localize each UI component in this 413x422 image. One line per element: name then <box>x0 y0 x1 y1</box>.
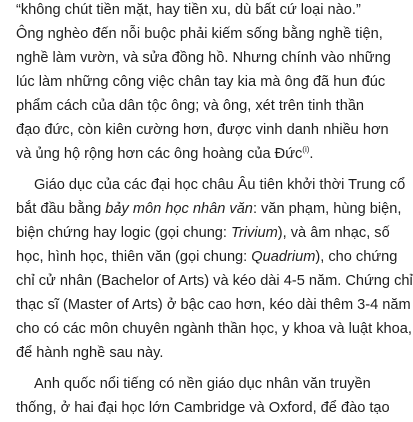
paragraph-2 <box>16 173 413 365</box>
text-line: “không chút tiền mặt, hay tiền xu, dù bất cứ loại nào.” <box>16 2 361 18</box>
text-line: học, hình học, thiên văn (gọi chung: Quadrium), cho chứng <box>16 249 398 265</box>
text-line: Ông nghèo đến nỗi buộc phải kiếm sống bằng nghề tiện, <box>16 26 383 42</box>
text-line: thống, ở hai đại học lớn Cambridge và Oxford, để đào tạo <box>16 400 390 416</box>
text-line: chỉ cử nhân (Bachelor of Arts) và kéo dài 4-5 năm. Chứng chỉ <box>16 273 413 289</box>
text-line: nghề làm vườn, và sửa đồng hồ. Nhưng chính vào những <box>16 50 391 66</box>
text-line: Giáo dục của các đại học châu Âu tiên khởi thời Trung cổ <box>34 177 406 193</box>
text-line: lúc làm những công việc chân tay kia mà ông đã hun đúc <box>16 74 386 90</box>
italic-term: bảy môn học nhân văn <box>105 201 253 217</box>
paragraph-3 <box>16 372 390 420</box>
paragraph-1 <box>16 0 390 166</box>
italic-term: Quadrium <box>251 249 316 265</box>
text-line: đạo đức, còn kiên cường hơn, được vinh danh nhiều hơn <box>16 122 389 138</box>
text-line: biện chứng hay logic (gọi chung: Trivium), và âm nhạc, số <box>16 225 390 241</box>
text-line: bắt đầu bằng bảy môn học nhân văn: văn phạm, hùng biện, <box>16 201 402 217</box>
footnote-marker: (i) <box>302 145 310 155</box>
italic-term: Trivium <box>231 225 278 241</box>
text-line: Anh quốc nổi tiếng có nền giáo dục nhân văn truyền <box>34 376 371 392</box>
text-line: thạc sĩ (Master of Arts) ở bậc cao hơn, kéo dài thêm 3-4 năm <box>16 297 411 313</box>
text-line: cho có các môn chuyên ngành thần học, y khoa và luật khoa, <box>16 321 412 337</box>
text-line: phẩm cách của dân tộc ông; và ông, xét trên tinh thần <box>16 98 365 114</box>
text-line: để hành nghề sau này. <box>16 345 164 361</box>
text-line: và ủng hộ rộng hơn các ông hoàng của Đức$^{(i)}$. <box>16 145 314 162</box>
